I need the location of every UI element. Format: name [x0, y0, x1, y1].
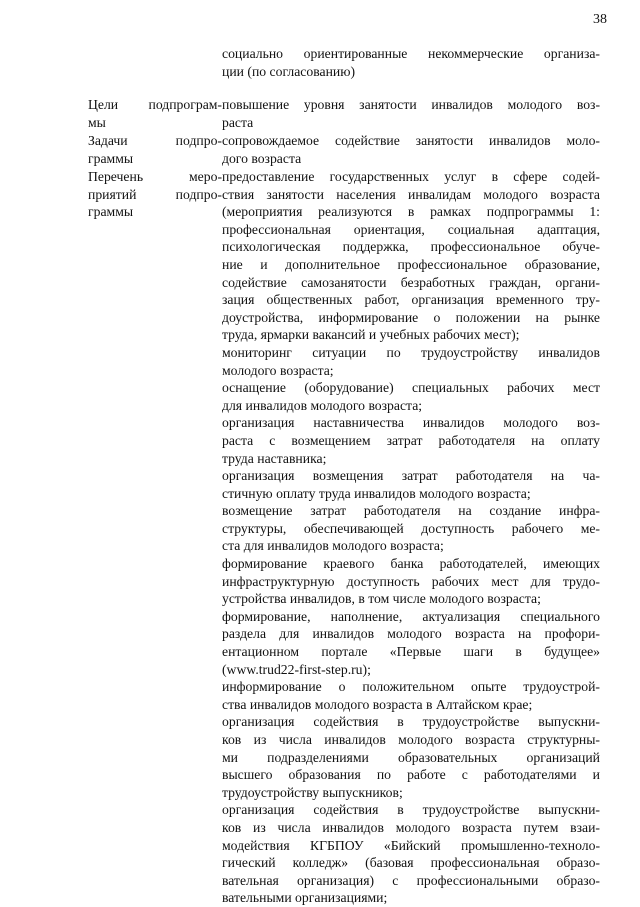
text-line: организация содействия в трудоустройстве выпускни-	[222, 714, 600, 730]
text-line: организация содействия в трудоустройстве выпускни-	[222, 802, 600, 818]
row-label	[88, 132, 222, 167]
row-content	[222, 45, 600, 80]
text-line: труда наставника;	[222, 450, 327, 466]
text-line: гический колледж» (базовая профессиональная образо-	[222, 855, 600, 871]
text-line: повышение уровня занятости инвалидов молодого воз-	[222, 97, 600, 112]
text-line: оснащение (оборудование) специальных рабочих мест	[222, 380, 600, 396]
row-content	[222, 168, 600, 907]
text-line: ства инвалидов молодого возраста в Алтайском крае;	[222, 696, 533, 712]
text-line: (www.trud22-first-step.ru);	[222, 661, 371, 677]
text-line: ста для инвалидов молодого возраста;	[222, 538, 444, 554]
paragraph	[222, 678, 600, 713]
text-line: (мероприятия реализуются в рамках подпрограммы 1:	[222, 204, 600, 220]
text-line: раздела для инвалидов молодого возраста на профори-	[222, 626, 600, 642]
paragraph	[222, 344, 600, 379]
text-line: труда, ярмарки вакансий и учебных рабочих мест);	[222, 327, 520, 343]
text-line: молодого возраста;	[222, 362, 334, 378]
row-label-line: Перечень меро-	[88, 169, 222, 184]
text-line: возмещение затрат работодателя на создание инфра-	[222, 503, 600, 519]
text-line: устройства инвалидов, в том числе молодого возраста;	[222, 591, 541, 607]
paragraph	[222, 713, 600, 801]
paragraph	[222, 555, 600, 608]
text-line: раста с возмещением затрат работодателя на оплату	[222, 432, 600, 448]
text-line: ствия занятости населения инвалидам молодого возраста	[222, 186, 600, 202]
text-line: вательная организация) с профессиональными образо-	[222, 872, 600, 888]
text-line: содействие самозанятости безработных граждан, органи-	[222, 274, 600, 290]
text-line: для инвалидов молодого возраста;	[222, 397, 423, 413]
text-line: формирование, наполнение, актуализация специального	[222, 608, 600, 624]
row-label	[88, 96, 222, 131]
text-line: предоставление государственных услуг в сфере содей-	[222, 169, 600, 184]
text-line: ние и дополнительное профессиональное образование,	[222, 256, 600, 272]
table-row	[88, 45, 608, 80]
row-label-line: граммы	[88, 204, 134, 220]
text-line: раста	[222, 114, 254, 130]
row-label	[88, 45, 222, 80]
text-line: организация наставничества инвалидов молодого воз-	[222, 415, 600, 431]
text-line: ентационном портале «Первые шаги в будущее»	[222, 644, 600, 660]
text-line: мониторинг ситуации по трудоустройству инвалидов	[222, 344, 600, 360]
row-label-line: Цели подпрограм-	[88, 97, 222, 112]
text-line: формирование краевого банка работодателей, имеющих	[222, 556, 600, 572]
paragraph	[222, 132, 600, 167]
table-row	[88, 96, 608, 131]
table-row	[88, 168, 608, 907]
text-line: трудоустройству выпускников;	[222, 784, 403, 800]
text-line: структуры, обеспечивающей доступность рабочего ме-	[222, 520, 600, 536]
text-line: сопровождаемое содействие занятости инвалидов моло-	[222, 133, 600, 148]
text-line: доустройства, информирование о положении на рынке	[222, 309, 600, 325]
text-line: вательными организациями;	[222, 890, 388, 906]
paragraph	[222, 467, 600, 502]
row-content	[222, 96, 600, 131]
paragraph	[222, 502, 600, 555]
text-line: зация общественных работ, организация временного тру-	[222, 292, 600, 308]
row-label-line: мы	[88, 114, 106, 130]
row-label-line: Задачи подпро-	[88, 133, 222, 148]
page-number: 38	[593, 12, 607, 27]
text-line: дого возраста	[222, 150, 302, 166]
text-line: высшего образования по работе с работодателями и	[222, 767, 600, 783]
paragraph	[222, 608, 600, 678]
text-line: организация возмещения затрат работодателя на ча-	[222, 468, 600, 484]
row-label-line: приятий подпро-	[88, 186, 222, 202]
paragraph	[222, 801, 600, 907]
text-line: ков из числа инвалидов молодого возраста структурны-	[222, 732, 600, 747]
text-line: ми подразделениями образовательных организаций	[222, 749, 600, 765]
table-row	[88, 132, 608, 167]
paragraph	[222, 379, 600, 414]
text-line: информирование о положительном опыте трудоустрой-	[222, 679, 600, 695]
row-label-line: граммы	[88, 150, 134, 166]
row-content	[222, 132, 600, 167]
text-line: инфраструктурную доступность рабочих мест для трудо-	[222, 573, 600, 589]
text-line: профессиональная ориентация, социальная адаптация,	[222, 221, 600, 237]
row-label	[88, 168, 222, 907]
text-line: психологическая поддержка, профессиональное обуче-	[222, 239, 600, 255]
text-line: ков из числа инвалидов молодого возраста путем взаи-	[222, 819, 600, 835]
text-line: ции (по согласованию)	[222, 63, 355, 79]
text-line: социально ориентированные некоммерческие организа-	[222, 46, 600, 61]
paragraph	[222, 45, 600, 80]
text-line: стичную оплату труда инвалидов молодого возраста;	[222, 485, 531, 501]
paragraph	[222, 96, 600, 131]
paragraph	[222, 168, 600, 344]
text-line: модействия КГБПОУ «Бийский промышленно-техноло-	[222, 837, 600, 853]
paragraph	[222, 414, 600, 467]
